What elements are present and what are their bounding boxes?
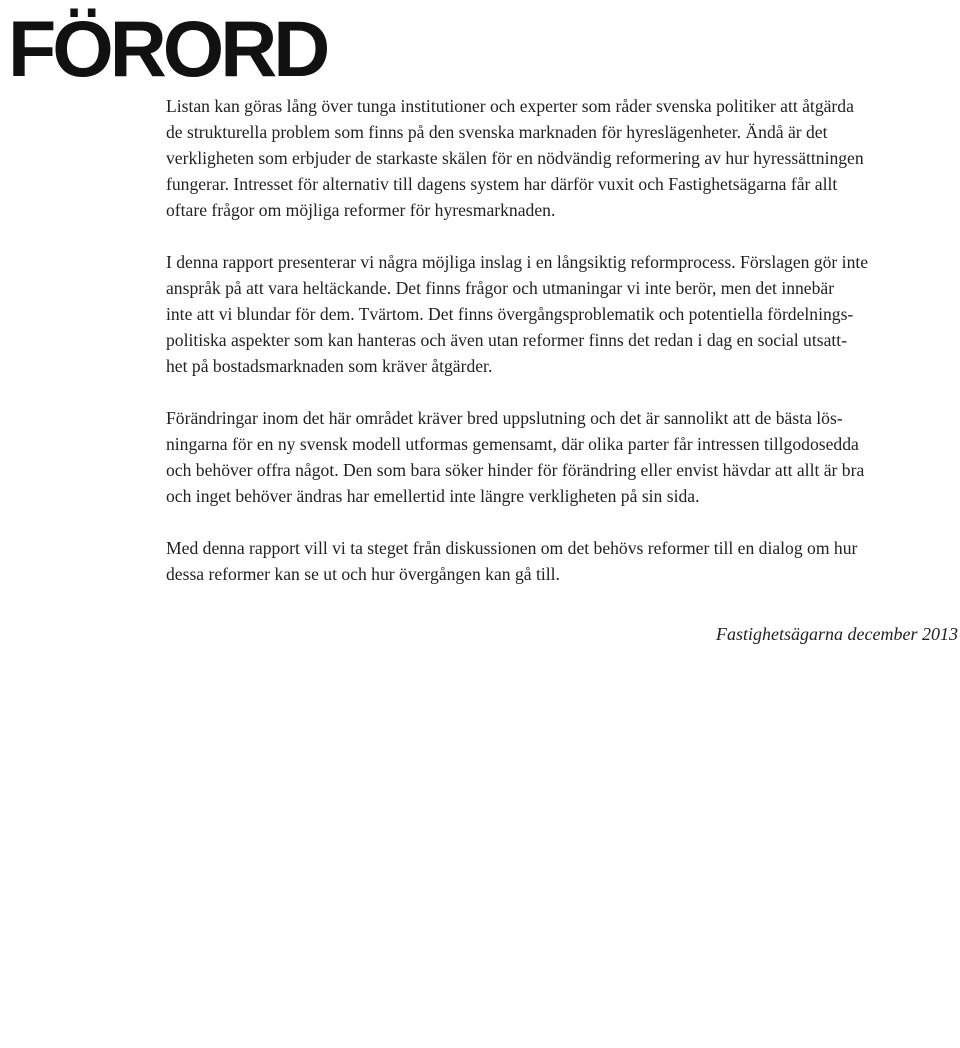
text-line: anspråk på att vara heltäckande. Det finns frågor och utmaningar vi inte berör, men det innebär [166,278,835,298]
text-line: politiska aspekter som kan hanteras och även utan reformer finns det redan i dag en social utsatt- [166,330,848,350]
text-line: och inget behöver ändras har emellertid inte längre verkligheten på sin sida. [166,486,700,506]
text-line: fungerar. Intresset för alternativ till dagens system har därför vuxit och Fastighetsägarna får allt [166,174,838,194]
text-line: Med denna rapport vill vi ta steget från diskussionen om det behövs reformer till en dialog om hur [166,538,858,558]
page-title: FÖRORD [8,4,327,93]
text-line: verkligheten som erbjuder de starkaste skälen för en nödvändig reformering av hur hyressättningen [166,148,864,168]
signature: Fastighetsägarna december 2013 [716,624,958,644]
text-line: och behöver offra något. Den som bara söker hinder för förändring eller envist hävdar att allt är bra [166,460,865,480]
paragraph [166,405,956,509]
text-line: Förändringar inom det här området kräver bred uppslutning och det är sannolikt att de bästa lös- [166,408,843,428]
paragraph [166,535,956,587]
paragraph [166,93,956,223]
text-line: de strukturella problem som finns på den svenska marknaden för hyreslägenheter. Ändå är det [166,122,828,142]
foreword-body [166,93,956,613]
text-line: dessa reformer kan se ut och hur övergången kan gå till. [166,564,560,584]
text-line: het på bostadsmarknaden som kräver åtgärder. [166,356,493,376]
text-line: Listan kan göras lång över tunga institutioner och experter som råder svenska politiker att åtgärda [166,96,854,116]
text-line: ningarna för en ny svensk modell utformas gemensamt, där olika parter får intressen tillgodosedda [166,434,859,454]
text-line: I denna rapport presenterar vi några möjliga inslag i en långsiktig reformprocess. Förslagen gör inte [166,252,869,272]
paragraph [166,249,956,379]
text-line: inte att vi blundar för dem. Tvärtom. Det finns övergångsproblematik och potentiella fördelnings- [166,304,854,324]
text-line: oftare frågor om möjliga reformer för hyresmarknaden. [166,200,556,220]
